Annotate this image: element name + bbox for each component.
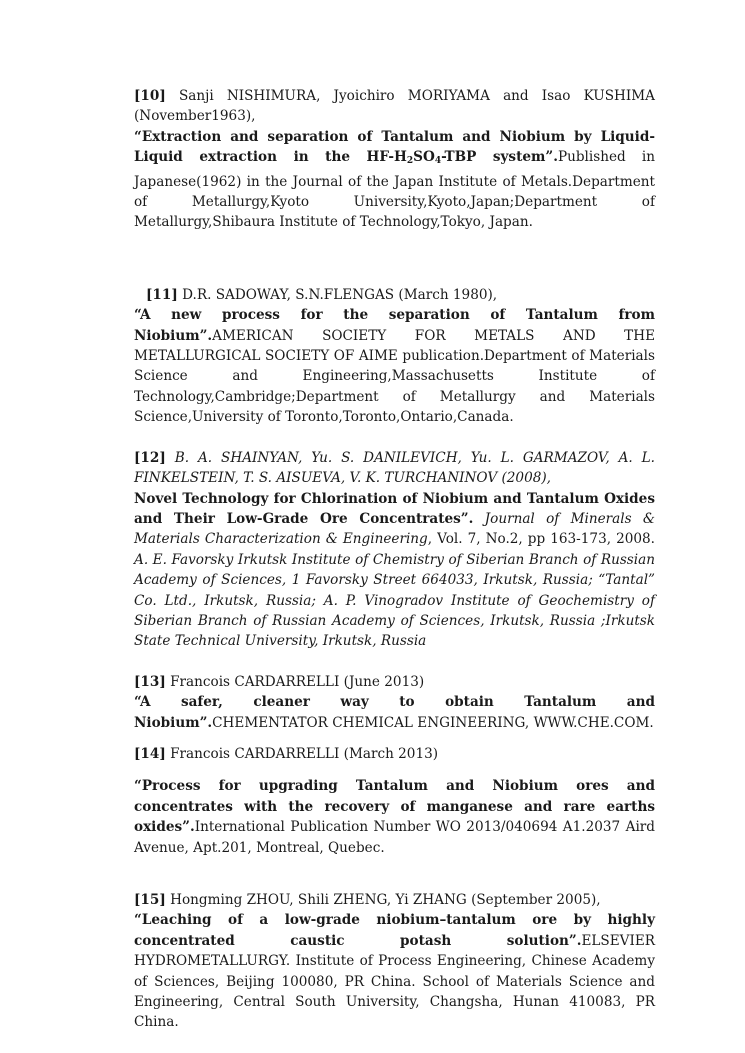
reference-volume: , Vol. 7, No.2, pp 163-173, 2008. <box>427 531 655 548</box>
reference-title: “Extraction and separation of Tantalum and Niobium by Liquid-Liquid extraction in the $HF-H_2SO_4$-TBP system”. <box>134 128 655 167</box>
reference-title: Novel Technology for Chlorination of Niobium and Tantalum Oxides and Their Low-Grade Ore Concentrates”. <box>134 490 655 527</box>
reference-number: [10] <box>134 88 166 104</box>
reference-number: [12] <box>134 449 166 466</box>
reference-details: CHEMENTATOR CHEMICAL ENGINEERING, WWW.CHE.COM. <box>212 714 654 731</box>
reference-number: [14] <box>134 745 166 762</box>
reference-journal: Journal of Minerals & Materials Characterization & Engineering <box>134 510 656 548</box>
reference-header <box>134 285 655 305</box>
reference-title: “Process for upgrading Tantalum and Niobium ores and concentrates with the recovery of manganese and rare earths oxides”. <box>134 778 655 836</box>
reference-number: [11] <box>146 286 178 303</box>
reference-11 <box>134 285 655 428</box>
reference-12 <box>134 448 655 652</box>
reference-header <box>134 744 655 764</box>
reference-authors: B. A. SHAINYAN, Yu. S. DANILEVICH, Yu. L. GARMAZOV, A. L. FINKELSTEIN, T. S. AISUEVA, V. K. TURCHANINOV (2008), <box>134 449 655 487</box>
reference-15 <box>134 890 655 1033</box>
reference-authors: Francois CARDARRELLI (March 2013) <box>165 745 439 762</box>
reference-details: International Publication Number WO 2013/040694 A1.2037 Aird Avenue, Apt.201, Montreal, Quebec. <box>134 819 655 856</box>
reference-authors: Hongming ZHOU, Shili ZHENG, Yi ZHANG (September 2005), <box>165 892 601 908</box>
reference-authors: Sanji NISHIMURA, Jyoichiro MORIYAMA and Isao KUSHIMA (November1963), <box>134 88 655 125</box>
reference-details: Published in Japanese(1962) in the Journal of the Japan Institute of Metals.Department of Metallurgy,Kyoto University,Kyoto,Japan;Department of Metallurgy,Shibaura Institute of Technology,Tokyo, Japan. <box>134 149 655 231</box>
reference-14 <box>134 744 655 858</box>
reference-title: “Leaching of a low-grade niobium–tantalum ore by highly concentrated caustic potash solution”. <box>134 912 655 949</box>
reference-number: [13] <box>134 673 166 690</box>
reference-number: [15] <box>134 892 166 908</box>
reference-title: “A new process for the separation of Tantalum from Niobium”. <box>134 307 655 344</box>
reference-title: “A safer, cleaner way to obtain Tantalum and Niobium”. <box>134 694 655 731</box>
reference-13 <box>134 672 655 733</box>
reference-list <box>134 86 655 1033</box>
reference-authors: Francois CARDARRELLI (June 2013) <box>165 673 425 690</box>
reference-details: ELSEVIER HYDROMETALLURGY. Institute of Process Engineering, Chinese Academy of Sciences, Beijing 100080, PR China. School of Materials Science and Engineering, Central South University, Changsha, Hunan 410083, PR China. <box>134 932 655 1031</box>
reference-10 <box>134 86 655 233</box>
reference-affiliations: A. E. Favorsky Irkutsk Institute of Chemistry of Siberian Branch of Russian Academy of Sciences, 1 Favorsky Street 664033, Irkutsk, Russia; “Tantal” Co. Ltd., Irkutsk, Russia; A. P. Vinogradov Institute of Geochemistry of Siberian Branch of Russian Academy of Sciences, Irkutsk, Russia ;Irkutsk State Technical University, Irkutsk, Russia <box>134 551 655 650</box>
reference-details: AMERICAN SOCIETY FOR METALS AND THE METALLURGICAL SOCIETY OF AIME publication.Department of Materials Science and Engineering,Massachusetts Institute of Technology,Cambridge;Department of Metallurgy and Materials Science,University of Toronto,Toronto,Ontario,Canada. <box>134 327 655 426</box>
reference-authors: D.R. SADOWAY, S.N.FLENGAS (March 1980), <box>177 286 498 303</box>
